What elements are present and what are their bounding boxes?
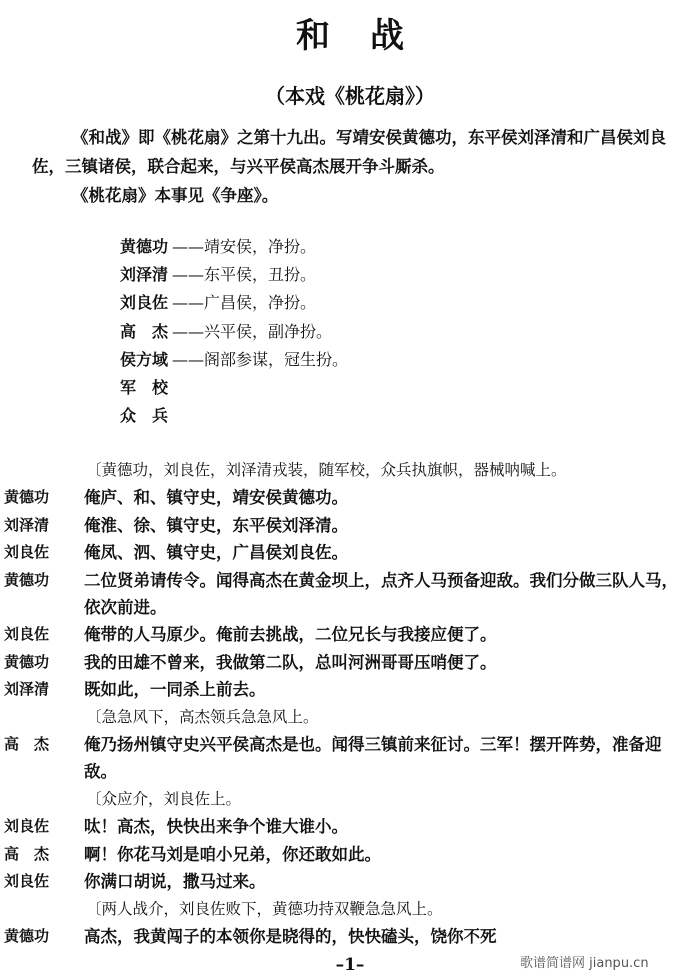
cast-role: ——广昌侯，净扮。 (172, 293, 317, 313)
intro-paragraph (32, 181, 687, 210)
speaker-name: 黄德功 (4, 488, 50, 507)
dialogue-line (0, 539, 700, 566)
stage-direction (0, 457, 700, 484)
stage-direction (0, 896, 700, 923)
speaker-name: 刘良佐 (4, 543, 50, 562)
dialogue-line (0, 923, 700, 950)
cast-item (120, 402, 620, 430)
cast-item (120, 233, 620, 261)
dialogue-line (0, 567, 700, 622)
cast-item (120, 346, 620, 374)
intro-paragraph (32, 123, 687, 181)
cast-name: 刘良佐 (120, 293, 169, 313)
speaker-name: 刘泽清 (4, 680, 50, 699)
stage-direction (0, 786, 700, 813)
speaker-name: 黄德功 (4, 652, 50, 671)
stage-direction-text: 〔众应介，刘良佐上。 (86, 789, 242, 808)
speech-text: 既如此，一同杀上前去。 (84, 680, 266, 700)
play-title: 和战 (296, 16, 444, 56)
speech-text: 高杰，我黄闯子的本领你是晓得的，快快磕头，饶你不死 (84, 926, 497, 946)
intro-text: 《桃花扇》本事见《争座》。 (72, 186, 279, 205)
cast-role: ——靖安侯，净扮。 (172, 237, 317, 256)
dialogue-line (0, 676, 700, 703)
speaker-name: 黄德功 (4, 570, 50, 589)
site-watermark: 歌谱简谱网 jianpu.cn (520, 956, 649, 971)
dialogue-line (0, 841, 700, 868)
dialogue-line (0, 649, 700, 676)
dialogue-line (0, 484, 700, 511)
play-subtitle: （本戏《桃花扇》） (265, 84, 435, 108)
speech-text: 俺带的人马原少。俺前去挑战，二位兄长与我接应便了。 (84, 625, 497, 645)
speaker-name: 刘良佐 (4, 872, 50, 891)
stage-direction-text: 〔两人战介，刘良佐败下，黄德功持双鞭急急风上。 (86, 899, 443, 918)
speaker-name: 刘良佐 (4, 625, 50, 644)
speaker-name: 高 杰 (4, 844, 50, 863)
speaker-name: 刘泽清 (4, 515, 50, 534)
cast-name: 黄德功 (120, 237, 169, 256)
speaker-name: 刘良佐 (4, 817, 50, 836)
stage-direction-text: 〔急急风下，高杰领兵急急风上。 (86, 707, 319, 726)
cast-item (120, 261, 620, 289)
speech-text: 俺乃扬州镇守史兴平侯高杰是也。闻得三镇前来征讨。三军！摆开阵势，准备迎敌。 (84, 735, 662, 782)
cast-name: 高 杰 (120, 321, 169, 341)
cast-name: 军 校 (120, 377, 169, 397)
cast-item (120, 289, 620, 317)
page-number: –1– (335, 955, 365, 975)
dialogue-line (0, 512, 700, 539)
dialogue-line (0, 813, 700, 840)
dialogue-line (0, 621, 700, 648)
cast-name: 众 兵 (120, 406, 169, 426)
cast-name: 侯方域 (120, 349, 169, 369)
cast-item (120, 374, 620, 402)
speech-text: 俺庐、和、镇守史，靖安侯黄德功。 (84, 488, 348, 508)
dialogue-line (0, 868, 700, 895)
speech-text: 呔！高杰，快快出来争个谁大谁小。 (84, 817, 348, 837)
stage-direction (0, 704, 700, 731)
speech-text: 你满口胡说，撒马过来。 (84, 872, 266, 892)
cast-list (120, 233, 620, 430)
speech-text: 啊！你花马刘是咱小兄弟，你还敢如此。 (84, 844, 381, 864)
script-body (0, 457, 700, 950)
speech-text: 我的田雄不曾来，我做第二队，总叫河洲哥哥压哨便了。 (84, 652, 497, 672)
cast-item (120, 318, 620, 346)
speech-text: 俺淮、徐、镇守史，东平侯刘泽清。 (84, 515, 348, 535)
speech-text: 俺凤、泗、镇守史，广昌侯刘良佐。 (84, 543, 348, 563)
speech-text: 二位贤弟请传令。闻得高杰在黄金坝上，点齐人马预备迎敌。我们分做三队人马，依次前进。 (84, 570, 678, 618)
cast-role: ——东平侯，丑扮。 (172, 265, 317, 285)
speaker-name: 高 杰 (4, 735, 50, 754)
speaker-name: 黄德功 (4, 926, 50, 945)
cast-role: ——兴平侯，副净扮。 (172, 321, 333, 341)
cast-role: ——阁部参谋，冠生扮。 (172, 349, 349, 369)
dialogue-line (0, 731, 700, 786)
intro-text: 《和战》即《桃花扇》之第十九出。写靖安侯黄德功，东平侯刘泽清和广昌侯刘良佐，三镇诸侯，联合起来，与兴平侯高杰展开争斗厮杀。 (32, 128, 666, 176)
cast-name: 刘泽清 (120, 265, 169, 285)
stage-direction-text: 〔黄德功，刘良佐，刘泽清戎装，随军校，众兵执旗帜，器械呐喊上。 (86, 461, 567, 479)
